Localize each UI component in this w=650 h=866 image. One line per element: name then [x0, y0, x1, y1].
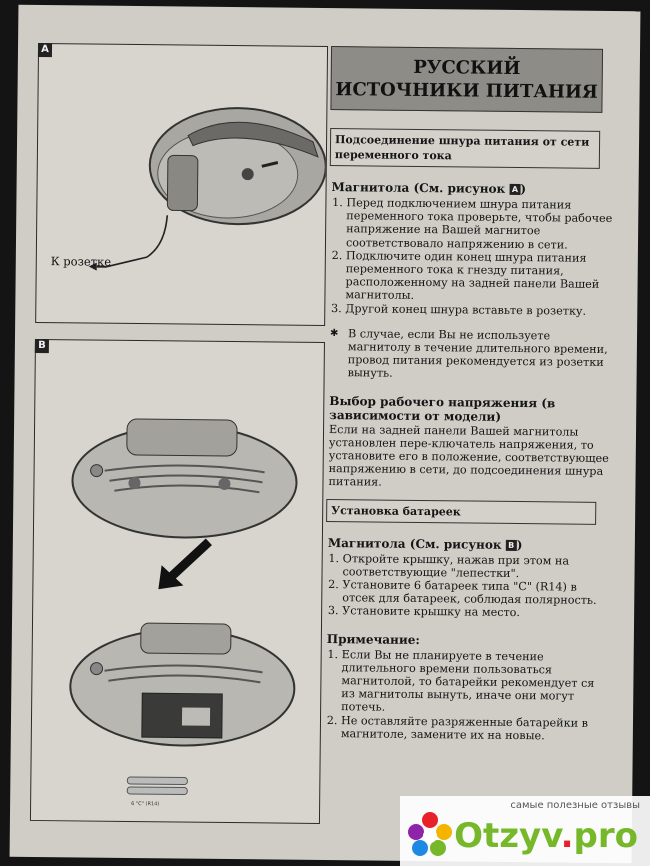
- notes-list: [321, 648, 612, 743]
- list-item: 2. Установите 6 батареек типа "С" (R14) в отсек для батареек, соблюдая полярность.: [342, 578, 612, 607]
- outlet-label: К розетке: [50, 254, 112, 269]
- logo-main: Otzyv: [454, 816, 561, 856]
- figure-b-panel: [30, 339, 325, 824]
- logo-dot: .: [560, 816, 574, 856]
- figure-b-ref: B: [506, 540, 517, 551]
- subheading-text: Магнитола (См. рисунок: [327, 535, 502, 552]
- battery-steps: [322, 552, 613, 621]
- battery-caption: 6 "C" (R14): [131, 800, 160, 808]
- subheading-end: ): [516, 537, 523, 552]
- list-item: 1. Перед подключением шнура питания переменного тока проверьте, чтобы рабочее напряжение на Вашей магнитое соответствовало напряжению в сети.: [346, 196, 617, 252]
- logo-end: pro: [573, 816, 638, 856]
- figure-a-tag: A: [38, 43, 52, 57]
- unplug-note: [330, 327, 616, 383]
- power-sources-title: ИСТОЧНИКИ ПИТАНИЯ: [335, 79, 598, 103]
- list-item: 1. Если Вы не планируете в течение длительного времени пользоваться магнитолой, то батарейки рекомендует ся из магнитолы вынуть, иначе они могут потечь.: [341, 648, 612, 717]
- figure-a-panel: [35, 43, 328, 326]
- list-item: 2. Подключите один конец шнура питания переменного тока к гнезду питания, расположенному на задней панели Вашей магнитолы.: [345, 249, 616, 305]
- list-item: 3. Другой конец шнура вставьте в розетку.: [345, 302, 615, 318]
- manual-page: [10, 5, 641, 863]
- voltage-heading: Выбор рабочего напряжения (в зависимости от модели): [329, 393, 556, 424]
- watermark-logo: [454, 816, 638, 856]
- radio-back-illustration: [36, 44, 327, 325]
- battery-heading: Установка батареек: [326, 499, 596, 525]
- note-text: В случае, если Вы не используете магнитолу в течение длительного времени, провод питания рекомендуется из розетки вынуть.: [347, 327, 608, 381]
- figure-a-ref: A: [509, 184, 520, 195]
- text-column: [321, 46, 618, 743]
- list-item: 2. Не оставляйте разряженные батарейки в магнитоле, замените их на новые.: [341, 714, 611, 743]
- power-steps: [325, 196, 616, 318]
- list-item: 1. Откройте крышку, нажав при этом на соответствующие "лепестки".: [342, 552, 612, 581]
- subheading-end: ): [520, 182, 527, 197]
- note-star-icon: ✱: [329, 327, 339, 339]
- radio-subheading-b: [328, 536, 613, 553]
- subheading-text: Магнитола (См. рисунок: [331, 180, 506, 196]
- notes-heading: Примечание:: [326, 631, 420, 647]
- section-title-box: [330, 46, 603, 113]
- power-cord-heading: Подсоединение шнура питания от сети переменного тока: [330, 128, 600, 169]
- figure-b-tag: B: [35, 339, 49, 353]
- flower-logo-icon: [406, 810, 454, 858]
- radio-subheading-a: [332, 180, 617, 197]
- list-item: 3. Установите крышку на место.: [342, 605, 612, 621]
- language-title: РУССКИЙ: [413, 56, 521, 80]
- watermark-tagline: самые полезные отзывы: [510, 800, 640, 811]
- battery-install-illustration: [31, 340, 324, 823]
- watermark[interactable]: [400, 796, 650, 866]
- voltage-text: Если на задней панели Вашей магнитолы установлен пере-ключатель напряжения, то установите его в положение, соответствующее напряжению в сети, до подсоединения шнура питания.: [328, 422, 609, 490]
